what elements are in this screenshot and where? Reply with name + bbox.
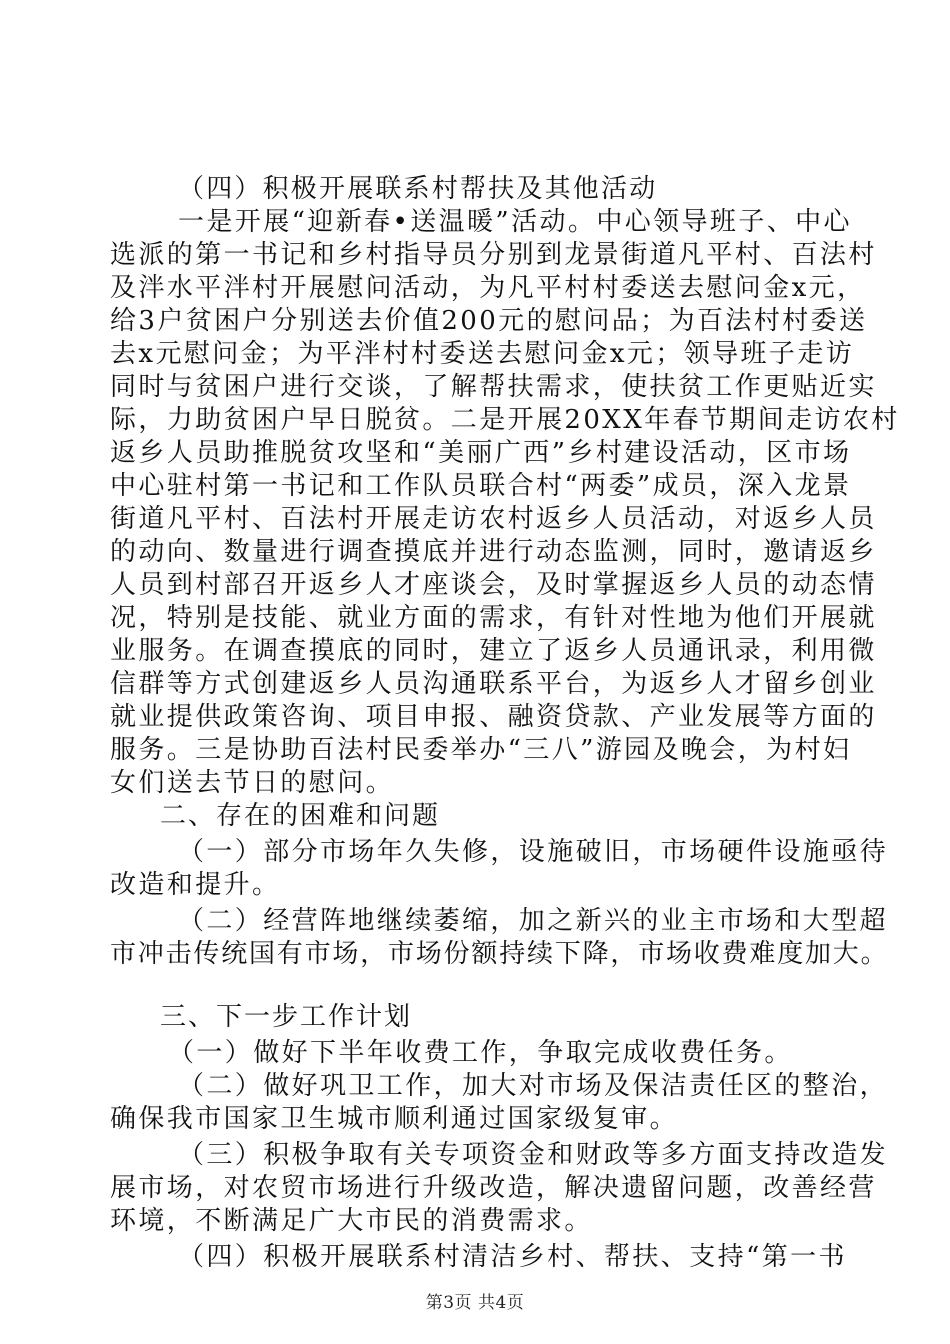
section-heading-four: （四）积极开展联系村帮扶及其他活动 [178,174,658,204]
paragraph-line: 返乡人员助推脱贫攻坚和“美丽广西”乡村建设活动，区市场 [110,438,852,468]
paragraph-line: 环境，不断满足广大市民的消费需求。 [110,1206,593,1236]
paragraph-line: 选派的第一书记和乡村指导员分别到龙景街道凡平村、百法村 [110,240,877,270]
paragraph-line: 同时与贫困户进行交谈，了解帮扶需求，使扶贫工作更贴近实 [110,372,877,402]
paragraph-line: 展市场，对农贸市场进行升级改造，解决遗留问题，改善经营 [110,1173,877,1203]
paragraph-line: 确保我市国家卫生城市顺利通过国家级复审。 [110,1104,679,1134]
paragraph-line: （二）做好巩卫工作，加大对市场及保洁责任区的整治， [178,1071,889,1101]
paragraph-line: 况，特别是技能、就业方面的需求，有针对性地为他们开展就 [110,603,877,633]
paragraph-line: 及泮水平泮村开展慰问活动，为凡平村村委送去慰问金x元， [110,273,866,303]
paragraph-line: 信群等方式创建返乡人员沟通联系平台，为返乡人才留乡创业 [110,669,877,699]
paragraph-line: 女们送去节日的慰问。 [110,768,395,798]
paragraph-line: 改造和提升。 [110,870,281,900]
paragraph-line: 给3户贫困户分别送去价值200元的慰问品；为百法村村委送 [110,306,868,336]
paragraph-line: （一）部分市场年久失修，设施破旧，市场硬件设施亟待 [178,837,889,867]
paragraph-line: 市冲击传统国有市场，市场份额持续下降，市场收费难度加大。 [110,939,889,969]
paragraph-line: 服务。三是协助百法村民委举办“三八”游园及晚会，为村妇 [110,735,852,765]
section-heading-two: 二、存在的困难和问题 [160,801,441,831]
paragraph-line: 际，力助贫困户早日脱贫。二是开展20XX年春节期间走访农村 [110,405,900,435]
paragraph-line: 街道凡平村、百法村开展走访农村返乡人员活动，对返乡人员 [110,504,877,534]
section-heading-three: 三、下一步工作计划 [160,1002,413,1032]
paragraph-line: 就业提供政策咨询、项目申报、融资贷款、产业发展等方面的 [110,702,877,732]
paragraph-line: 的动向、数量进行调查摸底并进行动态监测，同时，邀请返乡 [110,537,877,567]
paragraph-line: 人员到村部召开返乡人才座谈会，及时掌握返乡人员的动态情 [110,570,877,600]
paragraph-line: 去x元慰问金；为平泮村村委送去慰问金x元；领导班子走访 [110,339,855,369]
paragraph-line: （三）积极争取有关专项资金和财政等多方面支持改造发 [178,1140,889,1170]
page-footer: 第3页 共4页 [425,1293,525,1313]
paragraph-line: （一）做好下半年收费工作，争取完成收费任务。 [168,1038,793,1068]
paragraph-line: 一是开展“迎新春•送温暖”活动。中心领导班子、中心 [178,207,852,237]
paragraph-line: （四）积极开展联系村清洁乡村、帮扶、支持“第一书 [178,1242,847,1272]
paragraph-line: 中心驻村第一书记和工作队员联合村“两委”成员，深入龙景 [110,471,852,501]
paragraph-line: （二）经营阵地继续萎缩，加之新兴的业主市场和大型超 [178,906,889,936]
paragraph-line: 业服务。在调查摸底的同时，建立了返乡人员通讯录，利用微 [110,636,877,666]
